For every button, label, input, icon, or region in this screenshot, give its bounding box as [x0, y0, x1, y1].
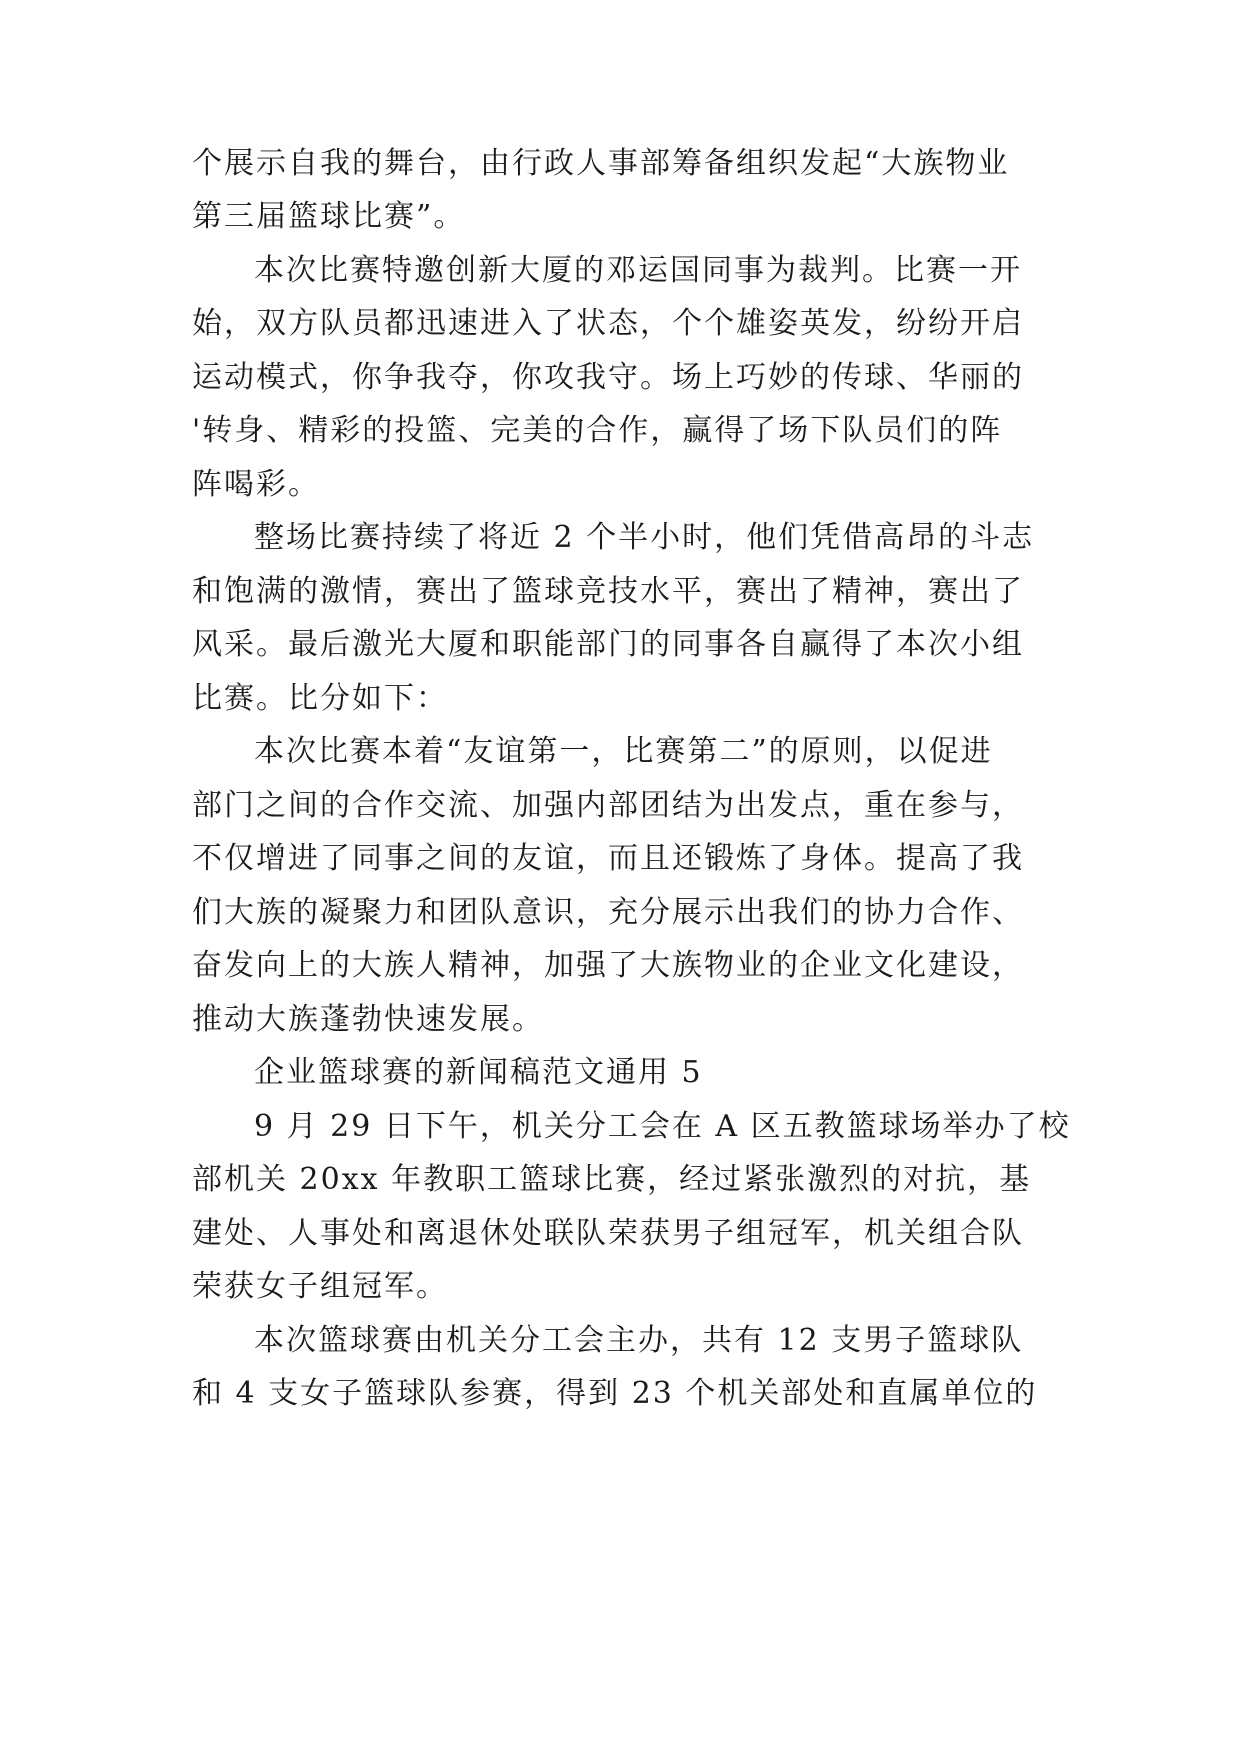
text-line: 和饱满的激情，赛出了篮球竞技水平，赛出了精神，赛出了 [192, 574, 1024, 609]
text-line: 们大族的凝聚力和团队意识，充分展示出我们的协力合作、 [192, 895, 1024, 930]
text-line: 不仅增进了同事之间的友谊，而且还锻炼了身体。提高了我 [192, 841, 1024, 876]
text-line: 部门之间的合作交流、加强内部团结为出发点，重在参与， [192, 788, 1024, 823]
text-line: 第三届篮球比赛”。 [192, 199, 466, 234]
text-line: '转身、精彩的投篮、完美的合作，赢得了场下队员们的阵 [192, 413, 1003, 448]
paragraph-start: 9 月 29 日下午，机关分工会在 A 区五教篮球场举办了校 [254, 1109, 1071, 1144]
paragraph-start: 本次比赛本着“友谊第一，比赛第二”的原则，以促进 [254, 734, 993, 769]
text-line: 运动模式，你争我夺，你攻我守。场上巧妙的传球、华丽的 [192, 360, 1024, 395]
text-line: 个展示自我的舞台，由行政人事部筹备组织发起“大族物业 [192, 146, 1010, 181]
text-line: 风采。最后激光大厦和职能部门的同事各自赢得了本次小组 [192, 627, 1024, 662]
text-line: 建处、人事处和离退休处联队荣获男子组冠军，机关组合队 [192, 1216, 1024, 1251]
text-line: 阵喝彩。 [192, 467, 320, 502]
text-line: 推动大族蓬勃快速发展。 [192, 1002, 544, 1037]
text-line: 始，双方队员都迅速进入了状态，个个雄姿英发，纷纷开启 [192, 306, 1024, 341]
text-line: 和 4 支女子篮球队参赛，得到 23 个机关部处和直属单位的 [192, 1376, 1038, 1411]
text-line: 比赛。比分如下： [192, 681, 448, 716]
text-line: 荣获女子组冠军。 [192, 1269, 448, 1304]
paragraph-start: 本次比赛特邀创新大厦的邓运国同事为裁判。比赛一开 [254, 253, 1022, 288]
text-line: 奋发向上的大族人精神，加强了大族物业的企业文化建设， [192, 948, 1024, 983]
paragraph-start: 整场比赛持续了将近 2 个半小时，他们凭借高昂的斗志 [254, 520, 1035, 555]
section-heading: 企业篮球赛的新闻稿范文通用 5 [254, 1055, 703, 1090]
paragraph-start: 本次篮球赛由机关分工会主办，共有 12 支男子篮球队 [254, 1323, 1024, 1358]
text-line: 部机关 20xx 年教职工篮球比赛，经过紧张激烈的对抗，基 [192, 1162, 1032, 1197]
